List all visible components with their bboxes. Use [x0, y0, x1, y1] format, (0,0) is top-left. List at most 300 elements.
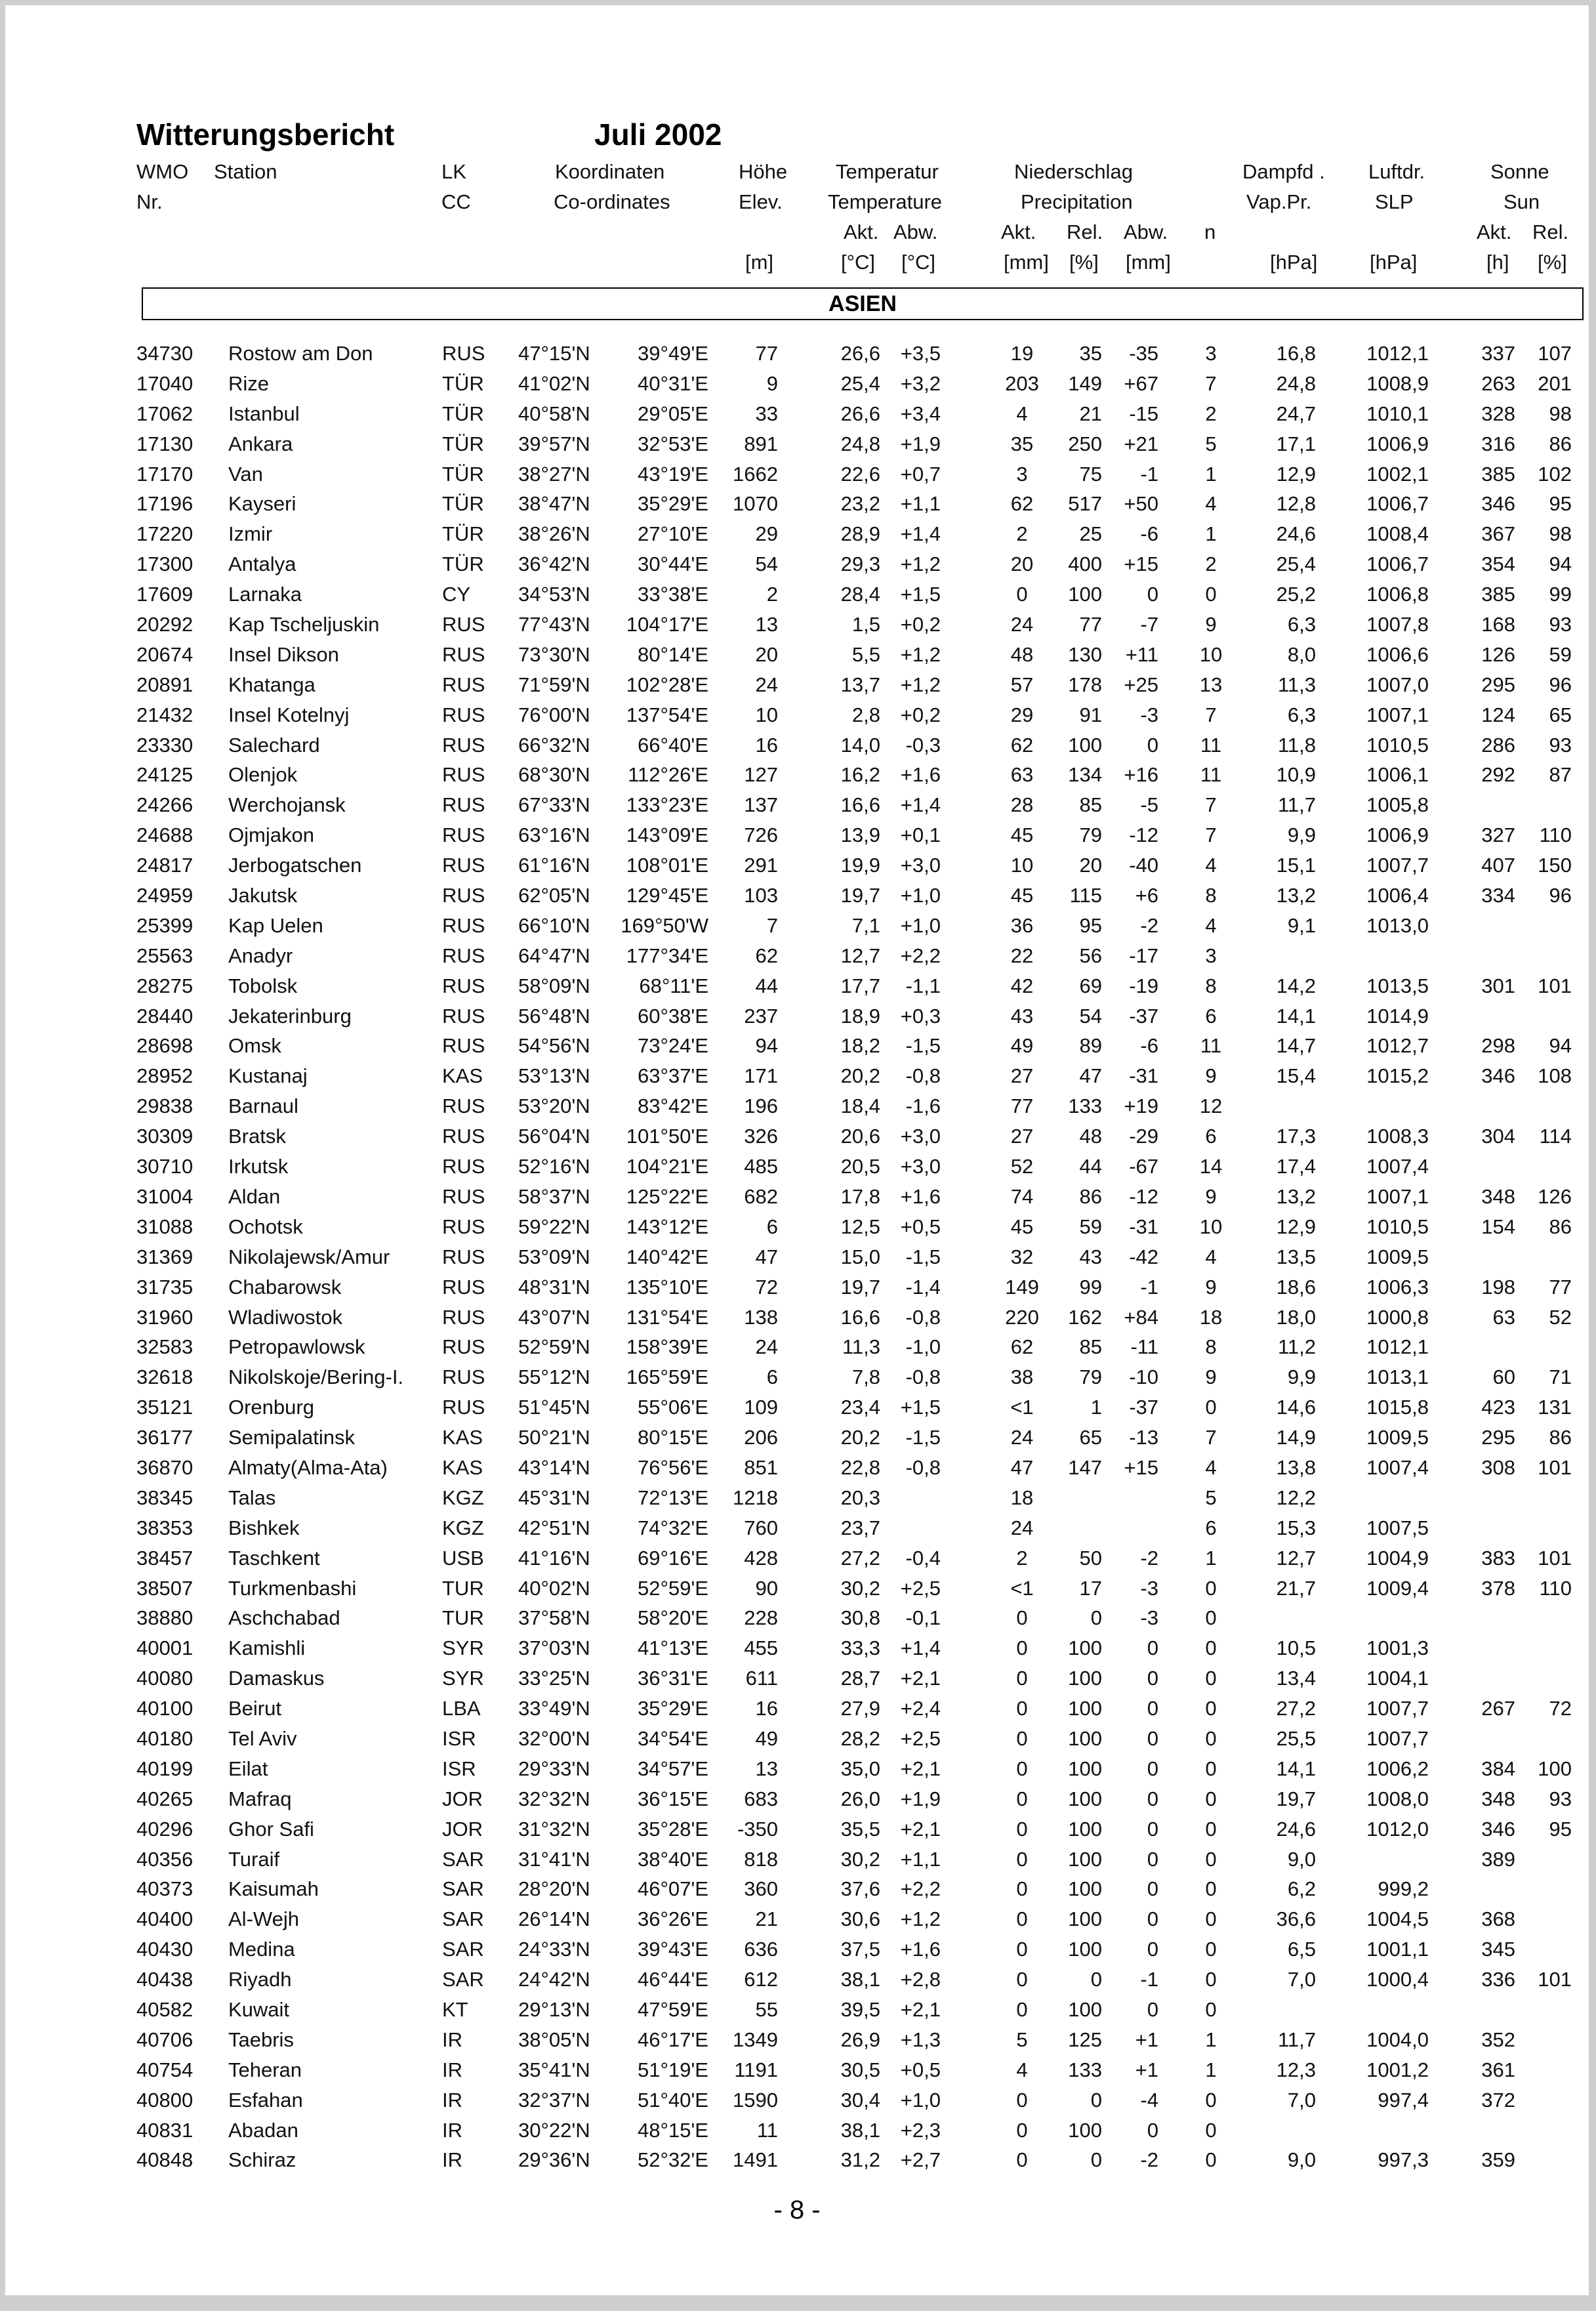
unit-prec-pct: [%] [1069, 251, 1099, 274]
cell-vap: 18,6 [1276, 1275, 1316, 1299]
cell-station: Beirut [228, 1697, 281, 1720]
cell-vap: 14,6 [1276, 1396, 1316, 1419]
cell-slp: 1004,0 [1366, 2028, 1429, 2051]
hdr-koordinaten: Koordinaten [555, 160, 665, 183]
cell-lk: RUS [442, 1215, 485, 1238]
cell-sun: 407 [1481, 854, 1515, 877]
cell-lk: SYR [442, 1636, 484, 1660]
cell-lat: 28°20'N [518, 1877, 590, 1901]
table-row [5, 1663, 1589, 1694]
cell-slp: 1007,7 [1366, 1726, 1429, 1750]
cell-tdev: +1,0 [900, 2088, 941, 2112]
hdr-elev: Elev. [739, 190, 783, 213]
cell-vap: 12,9 [1276, 462, 1316, 486]
cell-elev: 94 [755, 1034, 778, 1058]
hdr-luftdruck: Luftdr. [1368, 160, 1425, 183]
cell-srel: 65 [1549, 703, 1572, 726]
cell-temp: 18,9 [840, 1004, 880, 1028]
cell-sun: 308 [1481, 1455, 1515, 1479]
cell-lon: 47°59'E [638, 1997, 708, 2021]
cell-tdev: +2,7 [900, 2148, 941, 2172]
cell-lon: 29°05'E [638, 402, 708, 425]
cell-lat: 29°13'N [518, 1997, 590, 2021]
cell-rel: 400 [1068, 552, 1102, 576]
cell-station: Orenburg [228, 1396, 314, 1419]
cell-sun: 298 [1481, 1034, 1515, 1058]
cell-temp: 1,5 [851, 613, 880, 636]
cell-lat: 52°16'N [518, 1155, 590, 1178]
cell-temp: 20,3 [840, 1486, 880, 1509]
cell-temp: 39,5 [840, 1997, 880, 2021]
cell-elev: 44 [755, 974, 778, 997]
cell-pdev: +6 [1135, 884, 1158, 907]
cell-elev: 2 [766, 583, 778, 606]
cell-slp: 1010,5 [1366, 1215, 1429, 1238]
cell-prec: 2 [1016, 522, 1028, 546]
cell-elev: 62 [755, 944, 778, 967]
cell-temp: 33,3 [840, 1636, 880, 1660]
table-row [5, 2145, 1589, 2175]
cell-rel: 100 [1068, 1877, 1102, 1901]
cell-slp: 1006,6 [1366, 642, 1429, 666]
cell-n: 0 [1205, 1636, 1217, 1660]
cell-wmo: 23330 [136, 733, 194, 757]
cell-lon: 80°15'E [638, 1426, 708, 1449]
section-box [142, 287, 1584, 320]
cell-tdev: +2,5 [900, 1726, 941, 1750]
cell-vap: 15,1 [1276, 854, 1316, 877]
cell-vap: 6,5 [1287, 1938, 1316, 1961]
cell-prec: 27 [1010, 1125, 1034, 1148]
cell-slp: 1008,0 [1366, 1787, 1429, 1810]
cell-wmo: 40080 [136, 1667, 194, 1690]
cell-pdev: +16 [1124, 763, 1158, 787]
cell-temp: 13,7 [840, 673, 880, 696]
cell-lat: 31°41'N [518, 1847, 590, 1871]
table-row [5, 670, 1589, 700]
unit-prec-mm: [mm] [1004, 251, 1049, 274]
cell-tdev: +1,2 [900, 552, 941, 576]
cell-slp: 997,4 [1378, 2088, 1429, 2112]
cell-pdev: 0 [1147, 733, 1158, 757]
cell-slp: 999,2 [1378, 1877, 1429, 1901]
cell-rel: 134 [1068, 763, 1102, 787]
cell-station: Nikolskoje/Bering-I. [228, 1365, 404, 1389]
cell-lat: 71°59'N [518, 673, 590, 696]
cell-tdev: +3,0 [900, 1155, 941, 1178]
cell-lat: 32°00'N [518, 1726, 590, 1750]
cell-n: 9 [1205, 1275, 1217, 1299]
cell-temp: 14,0 [840, 733, 880, 757]
cell-elev: 6 [766, 1215, 778, 1238]
cell-n: 11 [1200, 733, 1222, 757]
cell-lon: 102°28'E [626, 673, 708, 696]
page-number: - 8 - [773, 2196, 821, 2224]
cell-sun: 384 [1481, 1757, 1515, 1780]
cell-slp: 1007,7 [1366, 854, 1429, 877]
cell-lat: 38°26'N [518, 522, 590, 546]
cell-lat: 51°45'N [518, 1396, 590, 1419]
cell-prec: 5 [1016, 2028, 1028, 2051]
cell-lat: 61°16'N [518, 854, 590, 877]
cell-lk: TÜR [442, 432, 484, 455]
cell-temp: 19,7 [840, 884, 880, 907]
cell-prec: 43 [1010, 1004, 1034, 1028]
cell-prec: 36 [1010, 913, 1034, 937]
cell-lon: 48°15'E [638, 2118, 708, 2142]
cell-prec: 0 [1016, 1968, 1028, 1991]
cell-temp: 30,2 [840, 1847, 880, 1871]
cell-elev: 612 [744, 1968, 778, 1991]
cell-pdev: 0 [1147, 1787, 1158, 1810]
cell-vap: 6,3 [1287, 613, 1316, 636]
cell-srel: 95 [1549, 1817, 1572, 1841]
cell-prec: 3 [1016, 462, 1028, 486]
cell-n: 13 [1199, 673, 1223, 696]
cell-station: Irkutsk [228, 1155, 289, 1178]
cell-n: 7 [1205, 823, 1217, 847]
cell-srel: 86 [1549, 1426, 1572, 1449]
cell-station: Nikolajewsk/Amur [228, 1245, 390, 1268]
cell-n: 8 [1205, 974, 1217, 997]
cell-lk: RUS [442, 1125, 485, 1148]
cell-lat: 37°58'N [518, 1606, 590, 1630]
cell-pdev: -19 [1129, 974, 1158, 997]
cell-pdev: -6 [1140, 1034, 1158, 1058]
cell-prec: 0 [1016, 1606, 1028, 1630]
cell-elev: 428 [744, 1546, 778, 1570]
cell-n: 0 [1205, 1968, 1217, 1991]
cell-tdev: -1,5 [905, 1426, 941, 1449]
cell-prec: <1 [1010, 1576, 1034, 1600]
cell-station: Kayseri [228, 492, 297, 516]
cell-tdev: +1,9 [900, 1787, 941, 1810]
cell-pdev: +84 [1124, 1305, 1158, 1329]
cell-lk: RUS [442, 1245, 485, 1268]
cell-tdev: +3,5 [900, 342, 941, 365]
cell-temp: 16,6 [840, 793, 880, 817]
cell-prec: 27 [1010, 1064, 1034, 1088]
cell-lon: 55°06'E [638, 1396, 708, 1419]
cell-vap: 11,8 [1277, 733, 1316, 757]
cell-rel: 517 [1068, 492, 1102, 516]
unit-prec-dev-mm: [mm] [1126, 251, 1171, 274]
cell-wmo: 36177 [136, 1426, 194, 1449]
cell-pdev: -29 [1129, 1125, 1158, 1148]
cell-lon: 125°22'E [626, 1184, 708, 1208]
hdr-hoehe: Höhe [739, 160, 788, 183]
cell-temp: 28,4 [840, 583, 880, 606]
cell-lon: 133°23'E [626, 793, 708, 817]
cell-lat: 62°05'N [518, 884, 590, 907]
cell-rel: 25 [1079, 522, 1102, 546]
cell-rel: 85 [1079, 793, 1102, 817]
cell-pdev: +15 [1124, 1455, 1158, 1479]
cell-lat: 58°09'N [518, 974, 590, 997]
cell-wmo: 38880 [136, 1606, 194, 1630]
cell-tdev: +1,2 [900, 642, 941, 666]
cell-elev: 137 [744, 793, 778, 817]
cell-slp: 1013,1 [1366, 1365, 1429, 1389]
cell-vap: 14,7 [1276, 1034, 1316, 1058]
cell-slp: 1006,3 [1366, 1275, 1429, 1299]
cell-rel: 54 [1079, 1004, 1102, 1028]
cell-vap: 12,3 [1276, 2058, 1316, 2081]
cell-n: 2 [1205, 402, 1217, 425]
cell-pdev: -2 [1140, 2148, 1158, 2172]
table-row [5, 941, 1589, 971]
table-row [5, 2085, 1589, 2115]
cell-station: Jerbogatschen [228, 854, 362, 877]
cell-lon: 36°31'E [638, 1667, 708, 1690]
cell-temp: 38,1 [840, 2118, 880, 2142]
cell-prec: 38 [1010, 1365, 1034, 1389]
cell-prec: 49 [1010, 1034, 1034, 1058]
cell-lat: 29°33'N [518, 1757, 590, 1780]
hdr-sun: Sun [1504, 190, 1540, 213]
cell-lat: 38°47'N [518, 492, 590, 516]
cell-prec: 0 [1016, 1787, 1028, 1810]
cell-pdev: 0 [1147, 1697, 1158, 1720]
cell-rel: 17 [1079, 1576, 1102, 1600]
table-row [5, 1362, 1589, 1392]
cell-n: 2 [1205, 552, 1217, 576]
table-row [5, 1814, 1589, 1844]
cell-slp: 997,3 [1378, 2148, 1429, 2172]
cell-wmo: 35121 [136, 1396, 194, 1419]
cell-wmo: 20674 [136, 642, 194, 666]
cell-pdev: 0 [1147, 1997, 1158, 2021]
cell-pdev: -2 [1140, 1546, 1158, 1570]
cell-srel: 93 [1549, 1787, 1572, 1810]
table-row [5, 790, 1589, 820]
cell-srel: 98 [1549, 522, 1572, 546]
cell-rel: 89 [1079, 1034, 1102, 1058]
table-row [5, 1874, 1589, 1904]
cell-n: 6 [1205, 1125, 1217, 1148]
cell-station: Chabarowsk [228, 1275, 342, 1299]
cell-rel: 0 [1090, 2148, 1102, 2172]
table-row [5, 399, 1589, 429]
cell-lk: CY [442, 583, 471, 606]
cell-prec: 0 [1016, 1907, 1028, 1931]
cell-elev: 72 [755, 1275, 778, 1299]
cell-srel: 101 [1538, 1455, 1572, 1479]
cell-lat: 64°47'N [518, 944, 590, 967]
cell-slp: 1015,8 [1366, 1396, 1429, 1419]
cell-srel: 93 [1549, 733, 1572, 757]
table-row [5, 1302, 1589, 1333]
cell-pdev: -40 [1129, 854, 1158, 877]
cell-temp: 23,4 [840, 1396, 880, 1419]
cell-lat: 34°53'N [518, 583, 590, 606]
cell-temp: 18,2 [840, 1034, 880, 1058]
cell-pdev: +15 [1124, 552, 1158, 576]
cell-elev: 237 [744, 1004, 778, 1028]
table-row [5, 1694, 1589, 1724]
cell-elev: 360 [744, 1877, 778, 1901]
cell-temp: 22,8 [840, 1455, 880, 1479]
cell-n: 0 [1205, 1817, 1217, 1841]
cell-pdev: 0 [1147, 1938, 1158, 1961]
table-row [5, 1633, 1589, 1663]
cell-elev: 33 [755, 402, 778, 425]
cell-lk: RUS [442, 1184, 485, 1208]
cell-rel: 35 [1079, 342, 1102, 365]
cell-n: 11 [1200, 763, 1222, 787]
cell-pdev: -1 [1140, 1275, 1158, 1299]
cell-vap: 15,4 [1276, 1064, 1316, 1088]
cell-pdev: -2 [1140, 913, 1158, 937]
cell-station: Van [228, 462, 263, 486]
hdr-prec-rel: Rel. [1067, 220, 1103, 243]
cell-station: Schiraz [228, 2148, 297, 2172]
cell-elev: 1662 [733, 462, 778, 486]
cell-vap: 7,0 [1287, 1968, 1316, 1991]
cell-wmo: 36870 [136, 1455, 194, 1479]
cell-n: 14 [1199, 1155, 1223, 1178]
cell-rel: 85 [1079, 1335, 1102, 1359]
cell-n: 8 [1205, 1335, 1217, 1359]
cell-lat: 45°31'N [518, 1486, 590, 1509]
cell-pdev: +11 [1125, 642, 1158, 666]
hdr-wmo: WMO [136, 160, 189, 183]
cell-wmo: 31088 [136, 1215, 194, 1238]
cell-rel: 91 [1079, 703, 1102, 726]
cell-n: 5 [1205, 1486, 1217, 1509]
cell-tdev: +1,0 [900, 913, 941, 937]
cell-temp: 30,2 [840, 1576, 880, 1600]
cell-lon: 27°10'E [638, 522, 708, 546]
cell-temp: 20,2 [840, 1426, 880, 1449]
cell-station: Ochotsk [228, 1215, 303, 1238]
cell-rel: 133 [1068, 1094, 1102, 1118]
cell-lat: 24°42'N [518, 1968, 590, 1991]
cell-tdev: +1,5 [900, 1396, 941, 1419]
cell-prec: 4 [1016, 2058, 1028, 2081]
cell-srel: 86 [1549, 1215, 1572, 1238]
cell-lon: 112°26'E [628, 763, 708, 787]
cell-pdev: 0 [1147, 2118, 1158, 2142]
cell-lon: 131°54'E [626, 1305, 708, 1329]
cell-tdev: -0,3 [905, 733, 941, 757]
cell-lk: KT [442, 1997, 468, 2021]
cell-wmo: 40582 [136, 1997, 194, 2021]
cell-lk: RUS [442, 703, 485, 726]
cell-prec: 19 [1010, 342, 1034, 365]
cell-rel: 100 [1068, 1667, 1102, 1690]
table-row [5, 1272, 1589, 1302]
cell-lon: 137°54'E [626, 703, 708, 726]
cell-lk: KAS [442, 1426, 483, 1449]
cell-temp: 19,9 [840, 854, 880, 877]
cell-tdev: +2,1 [900, 1997, 941, 2021]
hdr-cc: CC [441, 190, 471, 213]
cell-rel: 0 [1090, 1968, 1102, 1991]
unit-sun-h: [h] [1486, 251, 1509, 274]
cell-pdev: -3 [1140, 1576, 1158, 1600]
cell-tdev: +1,9 [900, 432, 941, 455]
cell-rel: 69 [1079, 974, 1102, 997]
cell-lon: 39°49'E [638, 342, 708, 365]
cell-srel: 101 [1538, 974, 1572, 997]
cell-lat: 56°04'N [518, 1125, 590, 1148]
cell-sun: 316 [1481, 432, 1515, 455]
cell-station: Almaty(Alma-Ata) [228, 1455, 388, 1479]
cell-tdev: +0,3 [900, 1004, 941, 1028]
cell-wmo: 29838 [136, 1094, 194, 1118]
cell-vap: 9,9 [1287, 1365, 1316, 1389]
hdr-prec-akt: Akt. [1001, 220, 1036, 243]
cell-temp: 26,0 [840, 1787, 880, 1810]
cell-wmo: 17220 [136, 522, 194, 546]
cell-lat: 40°58'N [518, 402, 590, 425]
cell-lk: RUS [442, 642, 485, 666]
cell-station: Aldan [228, 1184, 281, 1208]
cell-pdev: +1 [1135, 2028, 1158, 2051]
cell-elev: 16 [755, 733, 778, 757]
cell-slp: 1006,2 [1366, 1757, 1429, 1780]
cell-vap: 24,6 [1276, 522, 1316, 546]
cell-sun: 286 [1481, 733, 1515, 757]
cell-wmo: 24266 [136, 793, 194, 817]
cell-lk: TÜR [442, 402, 484, 425]
cell-slp: 1010,1 [1366, 402, 1429, 425]
cell-vap: 14,2 [1276, 974, 1316, 997]
cell-lk: RUS [442, 884, 485, 907]
cell-tdev: +1,5 [900, 583, 941, 606]
cell-prec: 74 [1010, 1184, 1034, 1208]
cell-elev: 1349 [733, 2028, 778, 2051]
cell-lat: 29°36'N [518, 2148, 590, 2172]
cell-pdev: -11 [1130, 1335, 1158, 1359]
cell-wmo: 38507 [136, 1576, 194, 1600]
cell-tdev: -1,1 [905, 974, 941, 997]
cell-sun: 346 [1481, 1064, 1515, 1088]
cell-prec: 52 [1010, 1155, 1034, 1178]
table-row [5, 1995, 1589, 2025]
cell-tdev: -0,8 [905, 1455, 941, 1479]
cell-station: Rostow am Don [228, 342, 373, 365]
cell-pdev: -5 [1140, 793, 1158, 817]
cell-elev: 1218 [733, 1486, 778, 1509]
cell-rel: 79 [1079, 1365, 1102, 1389]
cell-vap: 13,4 [1276, 1667, 1316, 1690]
cell-n: 8 [1205, 884, 1217, 907]
cell-elev: 24 [755, 673, 778, 696]
cell-slp: 1012,1 [1366, 1335, 1429, 1359]
cell-lat: 41°02'N [518, 371, 590, 395]
cell-lk: ISR [442, 1757, 476, 1780]
cell-prec: 45 [1010, 823, 1034, 847]
table-row [5, 1031, 1589, 1061]
cell-elev: 16 [755, 1697, 778, 1720]
cell-elev: 760 [744, 1516, 778, 1539]
cell-temp: 28,2 [840, 1726, 880, 1750]
table-row [5, 1603, 1589, 1633]
cell-lk: RUS [442, 1155, 485, 1178]
hdr-dampfdruck: Dampfd . [1242, 160, 1325, 183]
cell-lat: 47°15'N [518, 342, 590, 365]
cell-lon: 30°44'E [638, 552, 708, 576]
cell-prec: 0 [1016, 2088, 1028, 2112]
cell-tdev: +3,4 [900, 402, 941, 425]
cell-rel: 100 [1068, 1938, 1102, 1961]
cell-n: 4 [1205, 913, 1217, 937]
cell-sun: 334 [1481, 884, 1515, 907]
cell-rel: 100 [1068, 1997, 1102, 2021]
cell-wmo: 40438 [136, 1968, 194, 1991]
